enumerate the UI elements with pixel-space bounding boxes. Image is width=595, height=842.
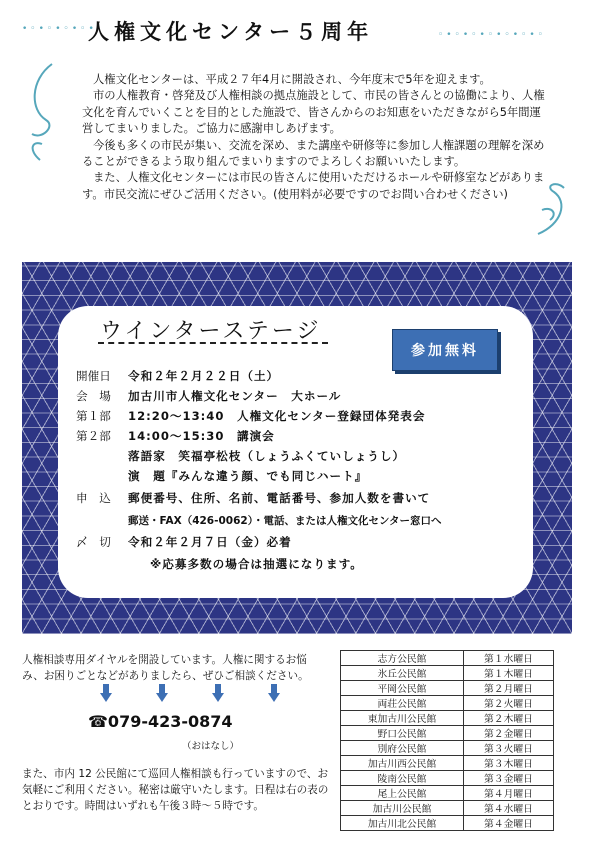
hall-cell: 平岡公民館 (341, 681, 464, 696)
event-title: ウインターステージ (100, 319, 322, 344)
day-cell: 第２金曜日 (464, 726, 554, 741)
table-row (341, 816, 554, 831)
hall-cell: 加古川西公民館 (341, 756, 464, 771)
day-cell: 第２木曜日 (464, 711, 554, 726)
row-value: 演 題『みんな違う顔、でも同じハート』 (128, 469, 368, 483)
consult-description: 人権相談専用ダイヤルを開設しています。人権に関するお悩み、お困りごとなどがありましたら、ぜひご相談ください。 (22, 654, 309, 682)
event-row-performer (76, 448, 405, 464)
event-row-date (76, 368, 279, 384)
hall-cell: 氷丘公民館 (341, 666, 464, 681)
table-row (341, 741, 554, 756)
day-cell: 第２月曜日 (464, 681, 554, 696)
table-row (341, 696, 554, 711)
row-value: 加古川市人権文化センター 大ホール (128, 389, 342, 403)
row-label: 〆 切 (76, 535, 111, 549)
intro-paragraph: また、人権文化センターには市民の皆さんに使用いただけるホールや研修室などがあります。市民交流にぜひご活用ください。(使用料が必要ですのでお問い合わせください) (82, 171, 545, 201)
hall-cell: 陵南公民館 (341, 771, 464, 786)
day-cell: 第１木曜日 (464, 666, 554, 681)
row-value: 郵便番号、住所、名前、電話番号、参加人数を書いて (128, 491, 431, 505)
day-cell: 第４水曜日 (464, 801, 554, 816)
hall-cell: 尾上公民館 (341, 786, 464, 801)
mobile-consult-description: また、市内 12 公民館にて巡回人権相談も行っていますので、お気軽にご利用ください。秘密は厳守いたします。日程は右の表のとおりです。時間はいずれも午後３時～５時です。 (22, 768, 329, 812)
table-row (341, 681, 554, 696)
row-value: 12:20～13:40 人権文化センター登録団体発表会 (128, 409, 426, 423)
row-label: 申 込 (76, 491, 111, 505)
phone-mnemonic: （おはなし） (182, 741, 240, 752)
free-admission-badge: 参加無料 (392, 329, 498, 371)
hall-cell: 加古川北公民館 (341, 816, 464, 831)
hall-cell: 加古川公民館 (341, 801, 464, 816)
hall-cell: 野口公民館 (341, 726, 464, 741)
swirl-ornament-left (22, 60, 58, 170)
table-row (341, 726, 554, 741)
decor-left: •◦•◦•◦•◦• (22, 24, 97, 34)
row-label: 会 場 (76, 389, 111, 403)
hall-cell: 東加古川公民館 (341, 711, 464, 726)
decor-right: ◦•◦•◦•◦•◦•◦•◦ (438, 30, 547, 40)
row-value: 郵送・FAX（426-0062）・電話、または人権文化センター窓口へ (128, 515, 442, 527)
consult-phone-number[interactable]: ☎079-423-0874 (88, 712, 233, 731)
table-row (341, 801, 554, 816)
intro-text (82, 72, 552, 203)
table-row (341, 711, 554, 726)
event-row-deadline (76, 534, 292, 550)
row-value: 令和２年２月７日（金）必着 (128, 535, 292, 549)
row-label: 第１部 (76, 409, 111, 423)
hall-cell: 志方公民館 (341, 651, 464, 666)
event-row-apply (76, 490, 430, 506)
day-cell: 第２火曜日 (464, 696, 554, 711)
hall-cell: 別府公民館 (341, 741, 464, 756)
event-row-lottery-note (150, 556, 363, 572)
event-row-apply-method (76, 512, 442, 529)
intro-paragraph: 今後も多くの市民が集い、交流を深め、また講座や研修等に参加し人権課題の理解を深めることができるよう取り組んでまいりますのでよろしくお願いいたします。 (82, 138, 545, 169)
row-value: 落語家 笑福亭松枝（しょうふくていしょうし） (128, 449, 406, 463)
day-cell: 第４月曜日 (464, 786, 554, 801)
table-row (341, 786, 554, 801)
intro-paragraph: 市の人権教育・啓発及び人権相談の拠点施設として、市民の皆さんとの協働により、人権文化を育んでいくことを目的とした施設で、皆さんからのお知恵をいただきながら5年間運営してまいりました。ご協力に感謝申しあげます。 (82, 89, 545, 136)
row-value: ※応募多数の場合は抽選になります。 (150, 557, 363, 571)
page-title: 人権文化センター５周年 (88, 20, 374, 44)
hall-cell: 両荘公民館 (341, 696, 464, 711)
day-cell: 第３火曜日 (464, 741, 554, 756)
table-row (341, 666, 554, 681)
day-cell: 第３木曜日 (464, 756, 554, 771)
title-underline (98, 342, 328, 344)
down-arrow-icon (268, 684, 280, 702)
event-row-part1 (76, 408, 425, 424)
intro-paragraph: 人権文化センターは、平成２７年4月に開設され、今年度末で5年を迎えます。 (93, 73, 491, 86)
down-arrow-icon (156, 684, 168, 702)
day-cell: 第１水曜日 (464, 651, 554, 666)
table-row (341, 756, 554, 771)
event-row-venue (76, 388, 341, 404)
day-cell: 第３金曜日 (464, 771, 554, 786)
day-cell: 第４金曜日 (464, 816, 554, 831)
event-row-part2 (76, 428, 275, 444)
table-row (341, 771, 554, 786)
row-label: 開催日 (76, 369, 111, 383)
event-row-topic (76, 468, 367, 484)
row-label: 第２部 (76, 429, 111, 443)
down-arrow-icon (100, 684, 112, 702)
down-arrow-icon (212, 684, 224, 702)
row-value: 14:00～15:30 講演会 (128, 429, 275, 443)
schedule-table (340, 650, 554, 831)
row-value: 令和２年２月２２日（土） (128, 369, 280, 383)
table-row (341, 651, 554, 666)
